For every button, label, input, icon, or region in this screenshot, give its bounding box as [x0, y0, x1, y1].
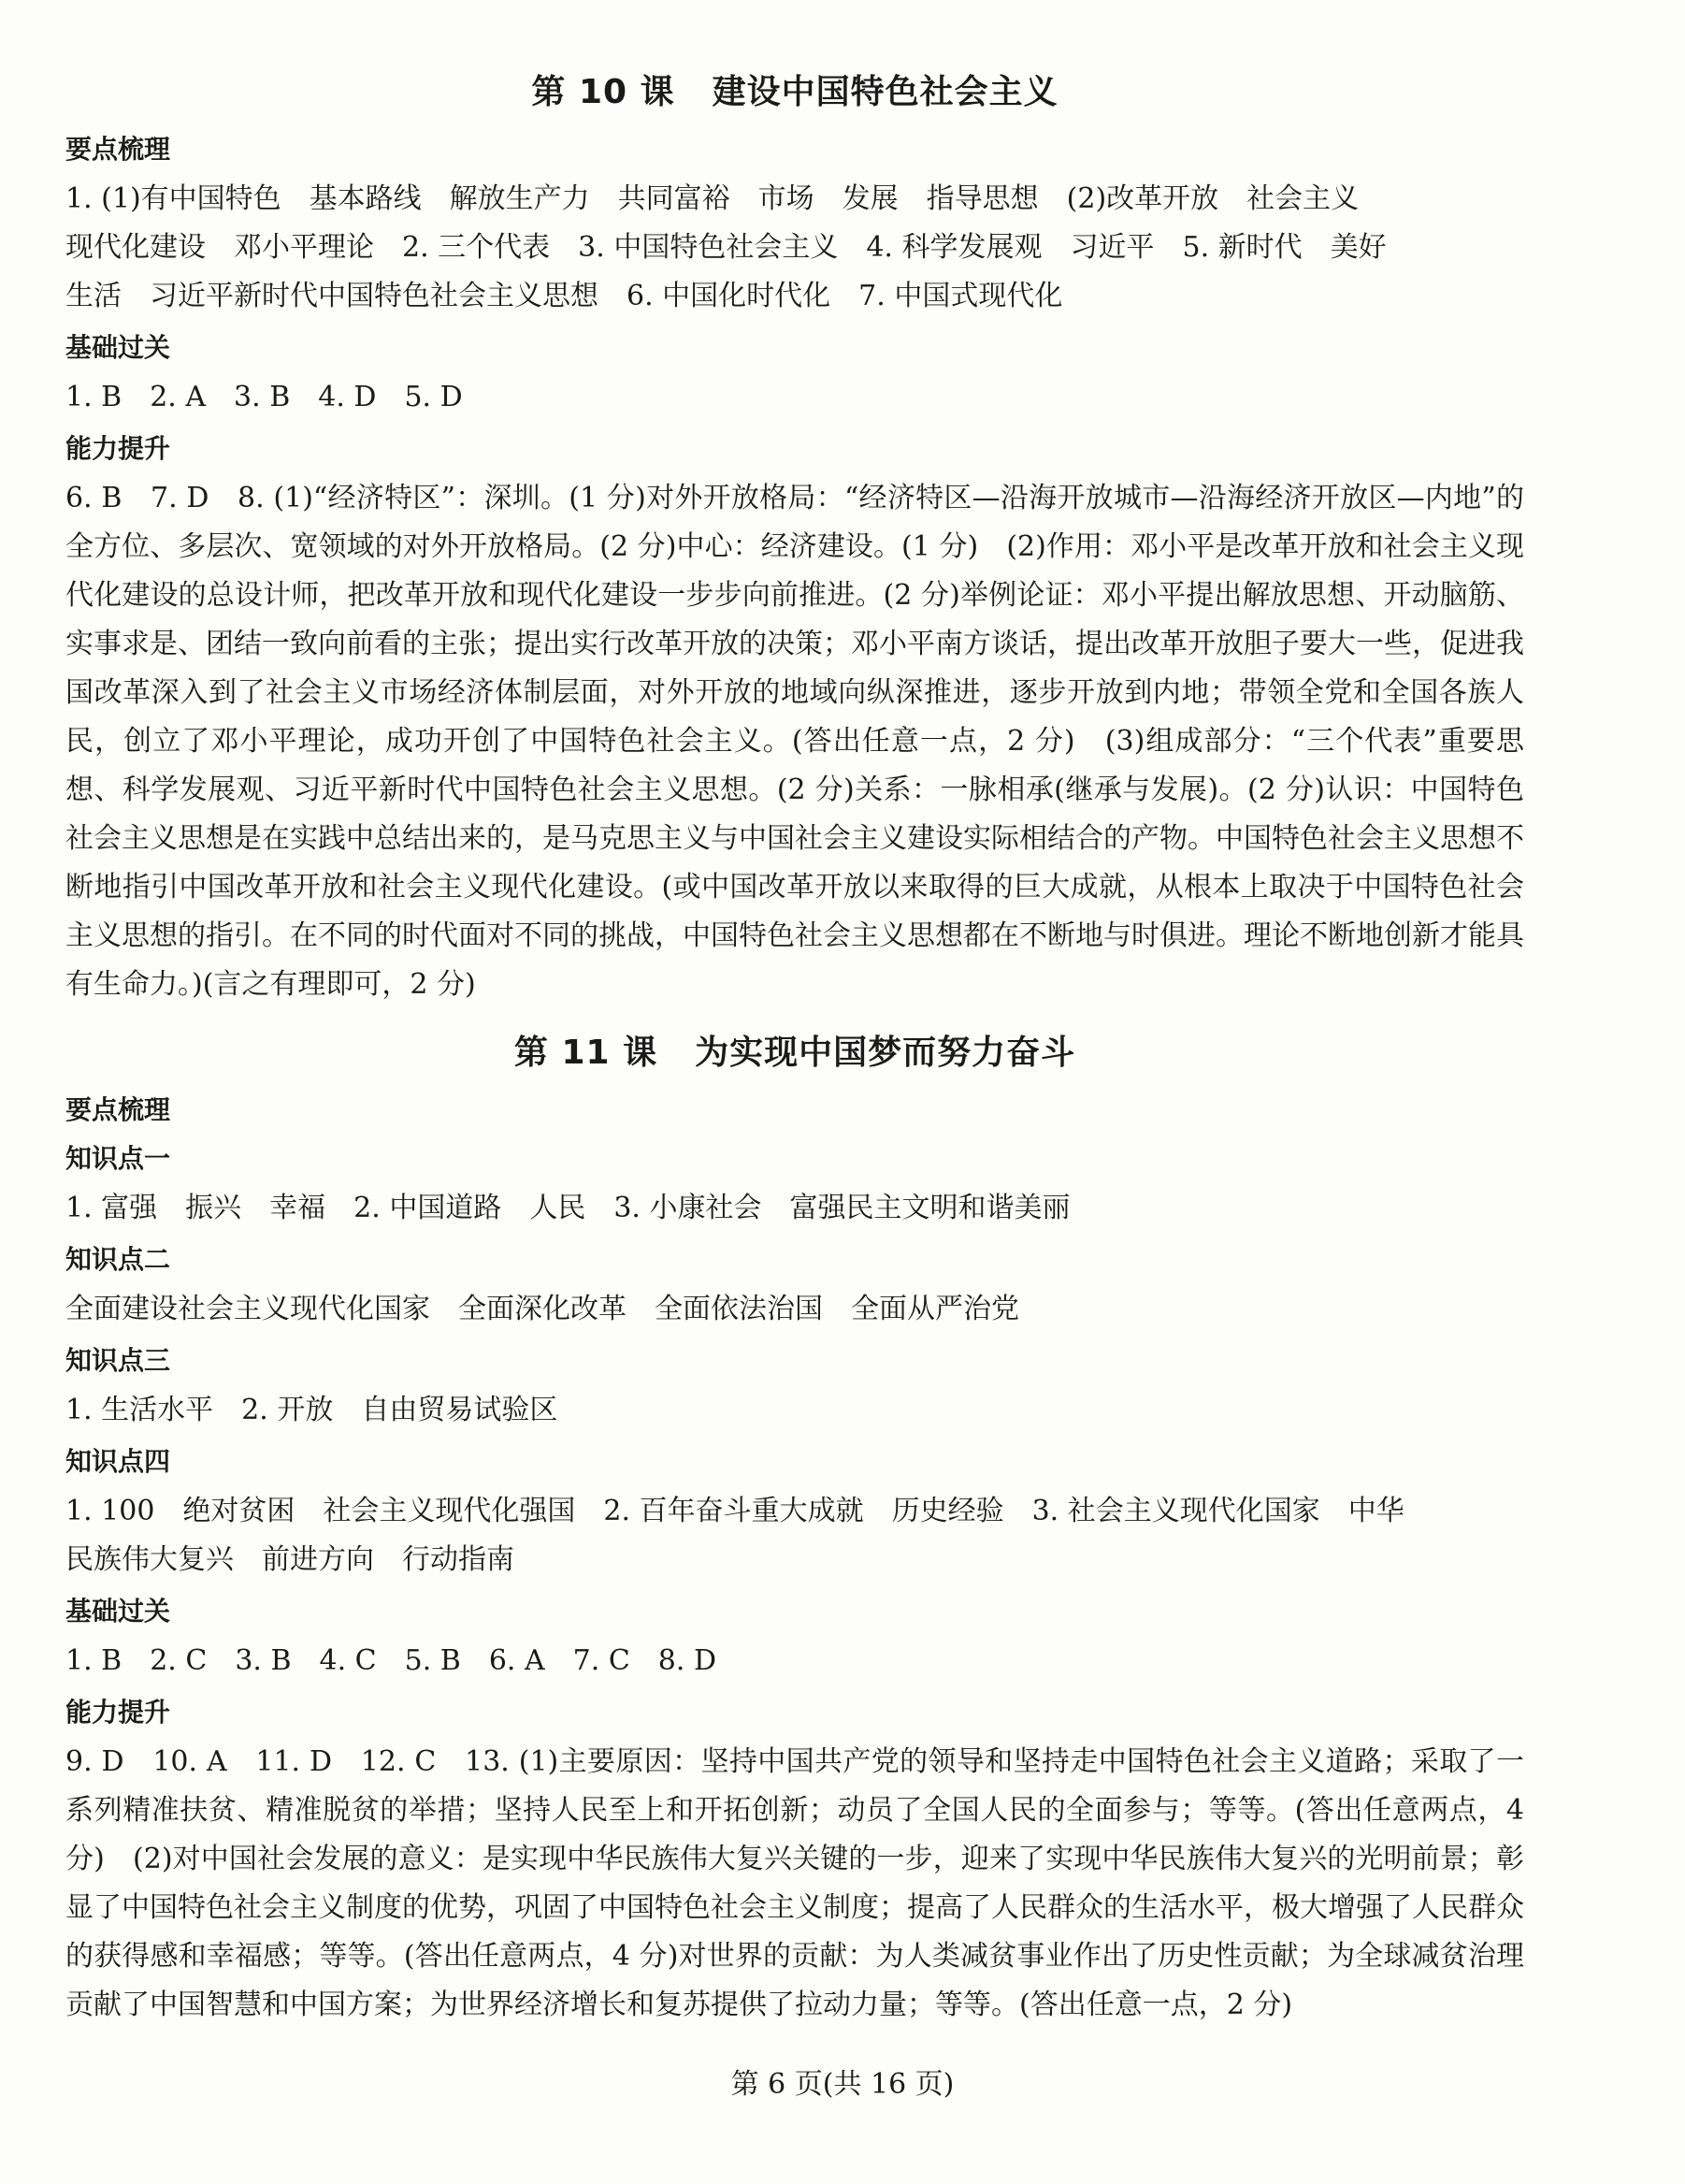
l11-knowledge-2-heading: 知识点二	[65, 1244, 171, 1275]
l11-basic-heading: 基础过关	[65, 1596, 171, 1627]
answer-page	[65, 65, 1524, 2030]
lesson-11-title	[65, 1026, 1524, 1074]
l11-key-points-heading: 要点梳理	[65, 1094, 171, 1125]
page-footer: 第 6 页(共 16 页)	[730, 2068, 955, 2101]
lesson-10-name: 建设中国特色社会主义	[712, 73, 1059, 111]
binding-edge-marks	[0, 187, 9, 1871]
lesson-11-number: 第 11 课	[513, 1034, 658, 1072]
l11-knowledge-4-heading: 知识点四	[65, 1446, 171, 1477]
l11-basic-answers: 1. B 2. C 3. B 4. C 5. B 6. A 7. C 8. D	[65, 1644, 716, 1677]
lesson-10-title	[65, 65, 1524, 113]
l11-knowledge-2-line: 全面建设社会主义现代化国家 全面深化改革 全面依法治国 全面从严治党	[65, 1293, 1019, 1325]
l11-knowledge-1-heading: 知识点一	[65, 1143, 171, 1174]
l10-advanced-answers: 6. B 7. D 8. (1)“经济特区”：深圳。(1 分)对外开放格局：“经济特区—沿海开放城市—沿海经济开放区—内地”的全方位、多层次、宽领域的对外开放格局。(2 分)中心：经济建设。(1 分) (2)作用：邓小平是改革开放和社会主义现代化建设的总设计师，把改革开放和现代化建设一步步向前推进。(2 分)举例论证：邓小平提出解放思想、开动脑筋、实事求是、团结一致向前看的主张；提出实行改革开放的决策；邓小平南方谈话，提出改革开放胆子要大一些，促进我国改革深入到了社会主义市场经济体制层面，对外开放的地域向纵深推进，逐步开放到内地；带领全党和全国各族人民，创立了邓小平理论，成功开创了中国特色社会主义。(答出任意一点，2 分) (3)组成部分：“三个代表”重要思想、科学发展观、习近平新时代中国特色社会主义思想。(2 分)关系：一脉相承(继承与发展)。(2 分)认识：中国特色社会主义思想是在实践中总结出来的，是马克思主义与中国社会主义建设实际相结合的产物。中国特色社会主义思想不断地指引中国改革开放和社会主义现代化建设。(或中国改革开放以来取得的巨大成就，从根本上取决于中国特色社会主义思想的指引。在不同的时代面对不同的挑战，中国特色社会主义思想都在不断地与时俱进。理论不断地创新才能具有生命力。)(言之有理即可，2 分)	[65, 482, 1524, 1001]
l10-key-points-line-3: 生活 习近平新时代中国特色社会主义思想 6. 中国化时代化 7. 中国式现代化	[65, 280, 1063, 312]
l11-knowledge-1-line: 1. 富强 振兴 幸福 2. 中国道路 人民 3. 小康社会 富强民主文明和谐美丽	[65, 1192, 1071, 1224]
l11-knowledge-4-line-2: 民族伟大复兴 前进方向 行动指南	[65, 1543, 514, 1576]
l10-advanced-heading: 能力提升	[65, 433, 171, 464]
l11-knowledge-3-heading: 知识点三	[65, 1345, 171, 1376]
lesson-11-name: 为实现中国梦而努力奋斗	[695, 1034, 1076, 1072]
l10-basic-answers: 1. B 2. A 3. B 4. D 5. D	[65, 381, 463, 413]
lesson-10-number: 第 10 课	[531, 73, 675, 111]
l10-key-points-line-1: 1. (1)有中国特色 基本路线 解放生产力 共同富裕 市场 发展 指导思想 (2)改革开放 社会主义	[65, 182, 1360, 215]
l11-advanced-answers: 9. D 10. A 11. D 12. C 13. (1)主要原因：坚持中国共产党的领导和坚持走中国特色社会主义道路；采取了一系列精准扶贫、精准脱贫的举措；坚持人民至上和开拓创新；动员了全国人民的全面参与；等等。(答出任意两点，4 分) (2)对中国社会发展的意义：是实现中华民族伟大复兴关键的一步，迎来了实现中华民族伟大复兴的光明前景；彰显了中国特色社会主义制度的优势，巩固了中国特色社会主义制度；提高了人民群众的生活水平，极大增强了人民群众的获得感和幸福感；等等。(答出任意两点，4 分)对世界的贡献：为人类减贫事业作出了历史性贡献；为全球减贫治理贡献了中国智慧和中国方案；为世界经济增长和复苏提供了拉动力量；等等。(答出任意一点，2 分)	[65, 1745, 1524, 2021]
l11-advanced-heading: 能力提升	[65, 1697, 171, 1728]
l11-knowledge-4-line-1: 1. 100 绝对贫困 社会主义现代化强国 2. 百年奋斗重大成就 历史经验 3. 社会主义现代化国家 中华	[65, 1495, 1404, 1527]
l11-knowledge-3-line: 1. 生活水平 2. 开放 自由贸易试验区	[65, 1394, 558, 1426]
l10-key-points-line-2: 现代化建设 邓小平理论 2. 三个代表 3. 中国特色社会主义 4. 科学发展观 习近平 5. 新时代 美好	[65, 231, 1387, 264]
l10-basic-heading: 基础过关	[65, 332, 171, 363]
l10-key-points-heading: 要点梳理	[65, 134, 171, 165]
